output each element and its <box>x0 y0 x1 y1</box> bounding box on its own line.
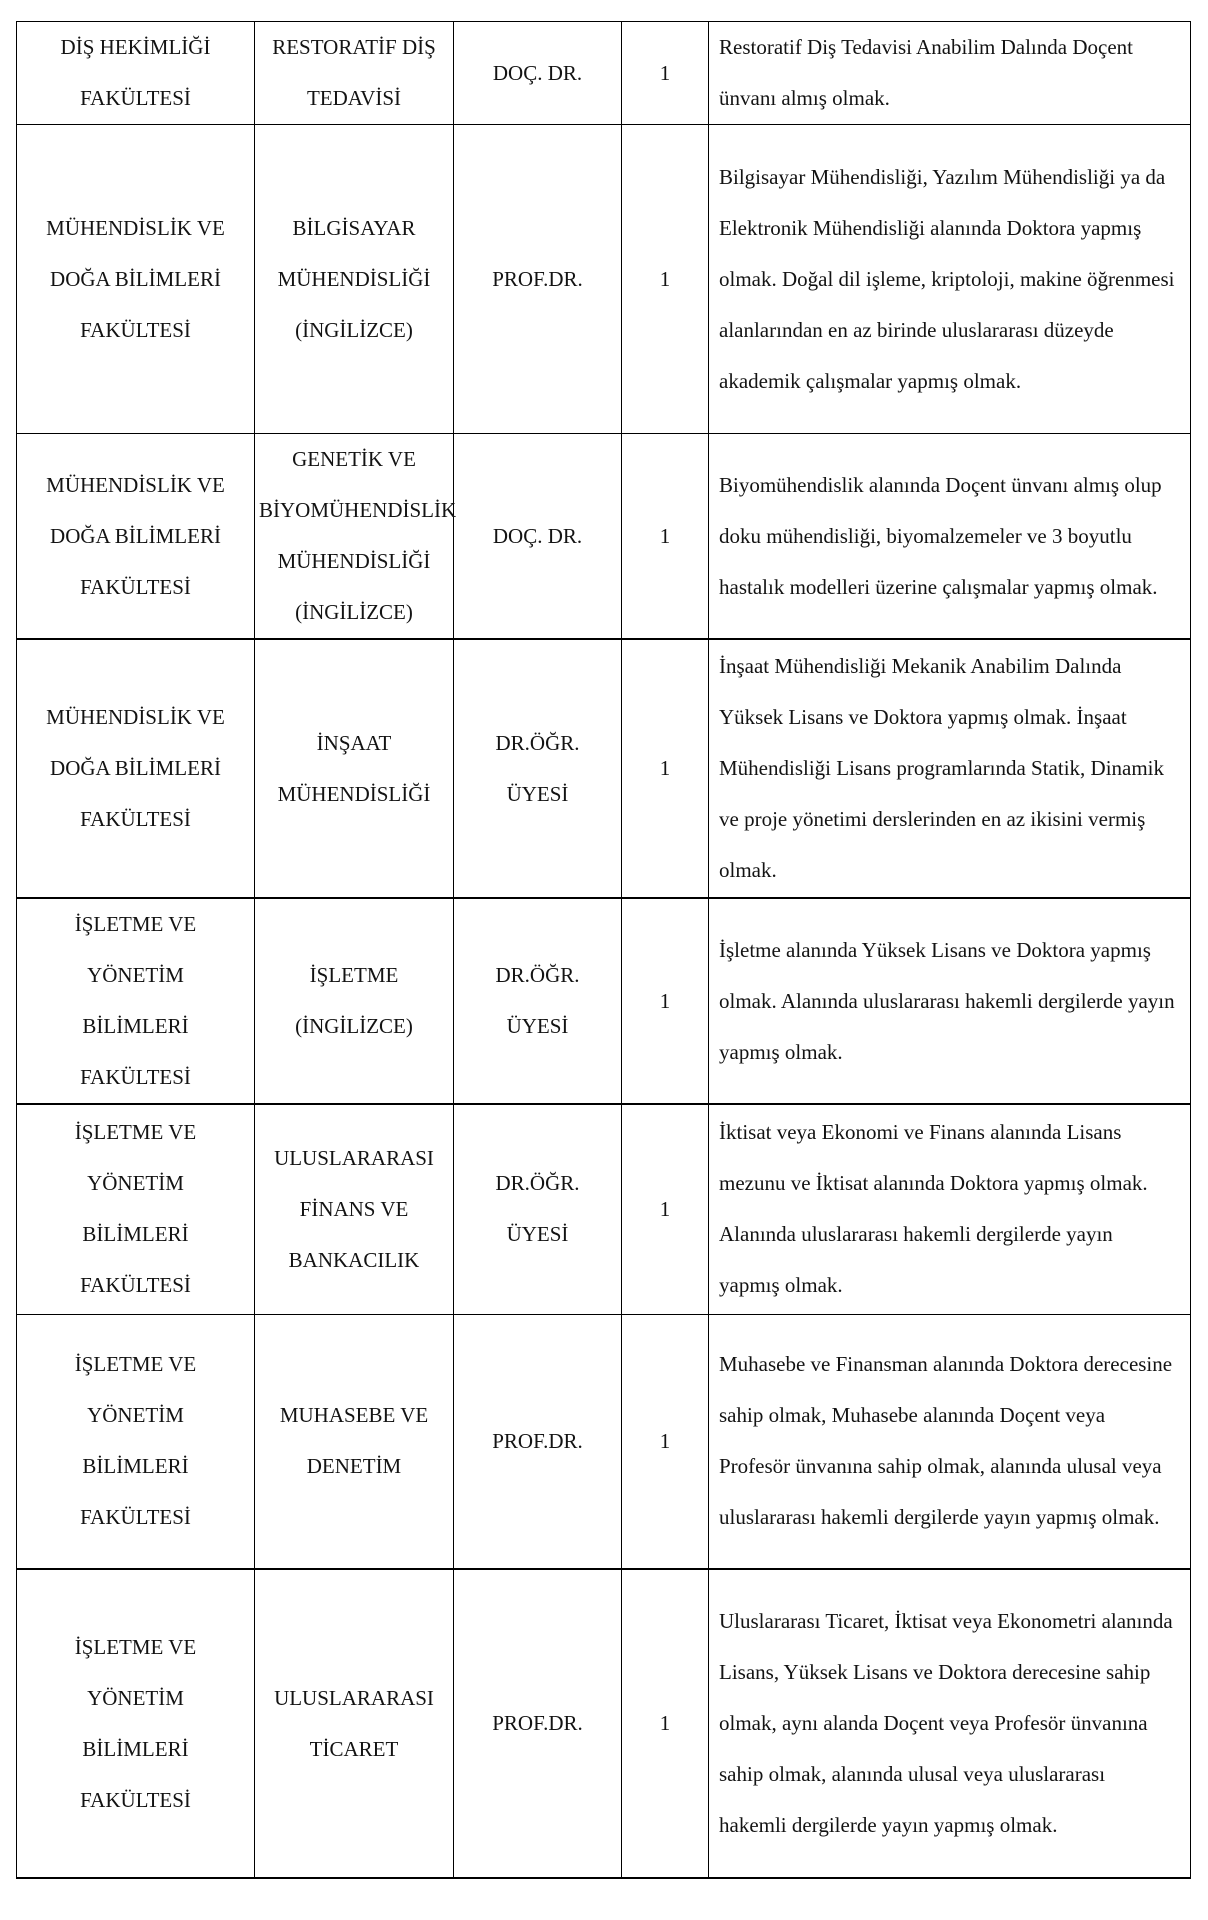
department-cell: RESTORATİF DİŞ TEDAVİSİ <box>255 22 454 125</box>
table-row <box>17 22 1191 125</box>
table-row <box>17 1314 1191 1569</box>
academic-title-cell: DR.ÖĞR. ÜYESİ <box>454 639 622 898</box>
department-cell: MUHASEBE VE DENETİM <box>255 1314 454 1569</box>
document-sheet <box>16 21 1191 1879</box>
table-row <box>17 125 1191 434</box>
requirement-cell: İnşaat Mühendisliği Mekanik Anabilim Dalında Yüksek Lisans ve Doktora yapmış olmak. İnşaat Mühendisliği Lisans programlarında Statik, Dinamik ve proje yönetimi derslerinden en az ikisini vermiş olmak. <box>709 639 1191 898</box>
academic-title-cell: DOÇ. DR. <box>454 434 622 640</box>
quota-cell: 1 <box>622 434 709 640</box>
quota-cell: 1 <box>622 1314 709 1569</box>
quota-cell: 1 <box>622 125 709 434</box>
requirement-cell: Bilgisayar Mühendisliği, Yazılım Mühendisliği ya da Elektronik Mühendisliği alanında Doktora yapmış olmak. Doğal dil işleme, kriptoloji, makine öğrenmesi alanlarından en az birinde uluslararası düzeyde akademik çalışmalar yapmış olmak. <box>709 125 1191 434</box>
table-row <box>17 639 1191 898</box>
requirement-cell: İktisat veya Ekonomi ve Finans alanında Lisans mezunu ve İktisat alanında Doktora yapmış olmak. Alanında uluslararası hakemli dergilerde yayın yapmış olmak. <box>709 1104 1191 1314</box>
faculty-cell: İŞLETME VE YÖNETİM BİLİMLERİ FAKÜLTESİ <box>17 898 255 1104</box>
requirement-cell: İşletme alanında Yüksek Lisans ve Doktora yapmış olmak. Alanında uluslararası hakemli dergilerde yayın yapmış olmak. <box>709 898 1191 1104</box>
faculty-cell: MÜHENDİSLİK VE DOĞA BİLİMLERİ FAKÜLTESİ <box>17 639 255 898</box>
academic-title-cell: PROF.DR. <box>454 1569 622 1878</box>
quota-cell: 1 <box>622 22 709 125</box>
department-cell: BİLGİSAYAR MÜHENDİSLİĞİ (İNGİLİZCE) <box>255 125 454 434</box>
faculty-cell: MÜHENDİSLİK VE DOĞA BİLİMLERİ FAKÜLTESİ <box>17 434 255 640</box>
department-cell: İŞLETME (İNGİLİZCE) <box>255 898 454 1104</box>
requirement-cell: Restoratif Diş Tedavisi Anabilim Dalında Doçent ünvanı almış olmak. <box>709 22 1191 125</box>
requirement-cell: Muhasebe ve Finansman alanında Doktora derecesine sahip olmak, Muhasebe alanında Doçent veya Profesör ünvanına sahip olmak, alanında ulusal veya uluslararası hakemli dergilerde yayın yapmış olmak. <box>709 1314 1191 1569</box>
requirement-cell: Biyomühendislik alanında Doçent ünvanı almış olup doku mühendisliği, biyomalzemeler ve 3 boyutlu hastalık modelleri üzerine çalışmalar yapmış olmak. <box>709 434 1191 640</box>
department-cell: ULUSLARARASI TİCARET <box>255 1569 454 1878</box>
quota-cell: 1 <box>622 898 709 1104</box>
department-cell: GENETİK VE BİYOMÜHENDİSLİK MÜHENDİSLİĞİ (İNGİLİZCE) <box>255 434 454 640</box>
table-row <box>17 434 1191 640</box>
academic-title-cell: PROF.DR. <box>454 125 622 434</box>
department-cell: İNŞAAT MÜHENDİSLİĞİ <box>255 639 454 898</box>
faculty-cell: DİŞ HEKİMLİĞİ FAKÜLTESİ <box>17 22 255 125</box>
department-cell: ULUSLARARASI FİNANS VE BANKACILIK <box>255 1104 454 1314</box>
academic-title-cell: DR.ÖĞR. ÜYESİ <box>454 1104 622 1314</box>
academic-title-cell: DR.ÖĞR. ÜYESİ <box>454 898 622 1104</box>
quota-cell: 1 <box>622 1104 709 1314</box>
academic-title-cell: PROF.DR. <box>454 1314 622 1569</box>
faculty-cell: İŞLETME VE YÖNETİM BİLİMLERİ FAKÜLTESİ <box>17 1314 255 1569</box>
faculty-cell: İŞLETME VE YÖNETİM BİLİMLERİ FAKÜLTESİ <box>17 1104 255 1314</box>
quota-cell: 1 <box>622 639 709 898</box>
table-row <box>17 1569 1191 1878</box>
requirement-cell: Uluslararası Ticaret, İktisat veya Ekonometri alanında Lisans, Yüksek Lisans ve Doktora derecesine sahip olmak, aynı alanda Doçent veya Profesör ünvanına sahip olmak, alanında ulusal veya uluslararası hakemli dergilerde yayın yapmış olmak. <box>709 1569 1191 1878</box>
table-row <box>17 1104 1191 1314</box>
academic-title-cell: DOÇ. DR. <box>454 22 622 125</box>
faculty-cell: MÜHENDİSLİK VE DOĞA BİLİMLERİ FAKÜLTESİ <box>17 125 255 434</box>
quota-cell: 1 <box>622 1569 709 1878</box>
faculty-positions-table <box>16 21 1191 1879</box>
table-row <box>17 898 1191 1104</box>
faculty-cell: İŞLETME VE YÖNETİM BİLİMLERİ FAKÜLTESİ <box>17 1569 255 1878</box>
